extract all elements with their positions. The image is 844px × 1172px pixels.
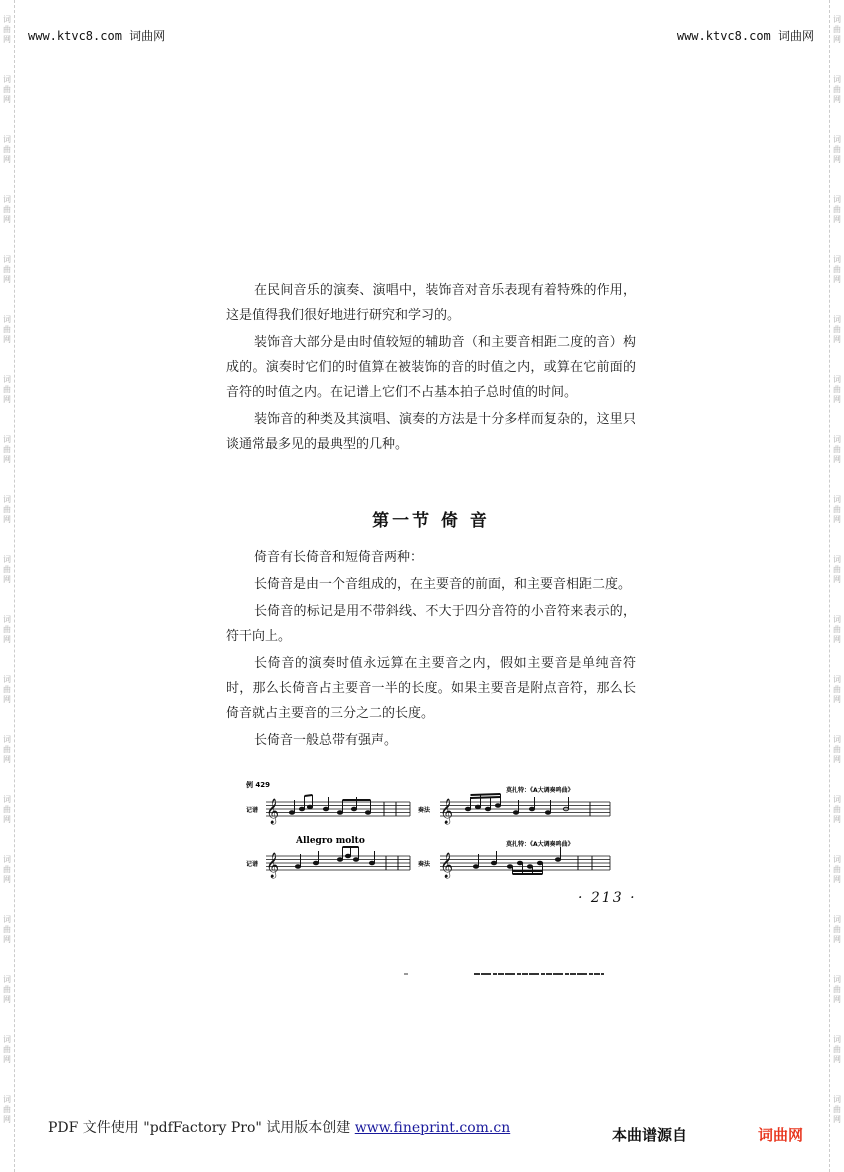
- side-watermark-char: 曲: [3, 505, 11, 514]
- svg-text:𝄞: 𝄞: [440, 853, 454, 878]
- side-watermark-char: 词: [833, 555, 841, 564]
- side-watermark-char: 网: [833, 395, 841, 404]
- performance-label: 奏法: [418, 861, 431, 868]
- side-watermark-char: 词: [3, 15, 11, 24]
- side-watermark-unit: [3, 660, 11, 720]
- side-watermark-unit: [833, 1020, 841, 1080]
- header-site-url-right[interactable]: www.ktvc8.com 词曲网: [676, 29, 814, 43]
- side-watermark-char: 网: [3, 455, 11, 464]
- side-watermark-char: 曲: [833, 985, 841, 994]
- side-watermark-unit: [3, 1020, 11, 1080]
- side-watermark-char: 词: [3, 255, 11, 264]
- side-watermark-char: 词: [833, 315, 841, 324]
- side-watermark-char: 网: [833, 755, 841, 764]
- side-watermark-unit: [833, 300, 841, 360]
- svg-text:𝄞: 𝄞: [440, 799, 454, 824]
- side-watermark-char: 网: [3, 515, 11, 524]
- side-watermark-char: 网: [833, 575, 841, 584]
- side-watermark-char: 网: [3, 635, 11, 644]
- section-paragraph: 长倚音的标记是用不带斜线、不大于四分音符的小音符来表示的，符干向上。: [226, 604, 636, 644]
- side-watermark-char: 网: [833, 35, 841, 44]
- side-watermark-char: 曲: [833, 85, 841, 94]
- side-watermark-char: 词: [3, 735, 11, 744]
- svg-text:𝄞: 𝄞: [266, 853, 280, 878]
- svg-text:𝄞: 𝄞: [266, 799, 280, 824]
- side-watermark-char: 曲: [833, 385, 841, 394]
- side-watermark-char: 曲: [3, 265, 11, 274]
- side-watermark-unit: [833, 360, 841, 420]
- side-watermark-unit: [833, 900, 841, 960]
- side-watermark-char: 网: [833, 155, 841, 164]
- tempo-label: Allegro molto: [296, 836, 365, 846]
- side-watermark-unit: [833, 720, 841, 780]
- side-watermark-char: 网: [3, 935, 11, 944]
- side-watermark-char: 曲: [3, 385, 11, 394]
- side-watermark-char: 词: [3, 915, 11, 924]
- side-watermark-char: 词: [833, 915, 841, 924]
- side-watermark-unit: [3, 600, 11, 660]
- side-watermark-char: 曲: [3, 745, 11, 754]
- side-watermark-char: 曲: [833, 565, 841, 574]
- side-watermark-char: 网: [833, 935, 841, 944]
- section-paragraph: 长倚音一般总带有强声。: [254, 733, 398, 748]
- left-watermark-strip: [0, 0, 15, 1172]
- side-watermark-char: 曲: [3, 805, 11, 814]
- side-watermark-char: 曲: [3, 625, 11, 634]
- side-watermark-char: 网: [833, 215, 841, 224]
- section-paragraph: 倚音有长倚音和短倚音两种：: [254, 550, 424, 565]
- side-watermark-char: 网: [3, 815, 11, 824]
- page-number: · 213 ·: [578, 890, 637, 906]
- side-watermark-unit: [3, 900, 11, 960]
- side-watermark-unit: [833, 540, 841, 600]
- side-watermark-char: 词: [833, 435, 841, 444]
- side-watermark-char: 词: [833, 855, 841, 864]
- side-watermark-unit: [833, 600, 841, 660]
- side-watermark-char: 词: [3, 135, 11, 144]
- side-watermark-unit: [833, 660, 841, 720]
- side-watermark-unit: [3, 420, 11, 480]
- intro-text: [226, 278, 636, 459]
- side-watermark-unit: [833, 1080, 841, 1140]
- side-watermark-unit: [833, 0, 841, 60]
- footer-source-label: 本曲谱源自: [612, 1126, 688, 1144]
- side-watermark-char: 曲: [3, 865, 11, 874]
- side-watermark-char: 词: [3, 555, 11, 564]
- example-label: 例 429: [246, 781, 271, 789]
- side-watermark-char: 网: [833, 455, 841, 464]
- source-label-1: 莫扎特：《A大调奏鸣曲》: [506, 787, 574, 794]
- side-watermark-char: 曲: [3, 145, 11, 154]
- side-watermark-char: 曲: [3, 85, 11, 94]
- pdf-footer-link[interactable]: www.fineprint.com.cn: [354, 1120, 511, 1136]
- side-watermark-unit: [833, 240, 841, 300]
- side-watermark-char: 网: [833, 95, 841, 104]
- side-watermark-char: 网: [833, 1115, 841, 1124]
- side-watermark-unit: [833, 60, 841, 120]
- side-watermark-unit: [3, 840, 11, 900]
- header-site-url-left[interactable]: www.ktvc8.com 词曲网: [28, 29, 166, 43]
- side-watermark-char: 网: [833, 515, 841, 524]
- side-watermark-char: 网: [3, 155, 11, 164]
- side-watermark-char: 曲: [3, 205, 11, 214]
- section-text: [226, 545, 636, 755]
- side-watermark-char: 曲: [833, 265, 841, 274]
- side-watermark-char: 词: [833, 75, 841, 84]
- side-watermark-char: 词: [833, 1095, 841, 1104]
- side-watermark-char: 曲: [3, 1105, 11, 1114]
- side-watermark-char: 网: [833, 1055, 841, 1064]
- section-paragraph: 长倚音的演奏时值永远算在主要音之内，假如主要音是单纯音符时，那么长倚音占主要音一半的长度。如果主要音是附点音符，那么长倚音就占主要音的三分之二的长度。: [226, 656, 636, 721]
- side-watermark-unit: [3, 60, 11, 120]
- side-watermark-char: 曲: [833, 1105, 841, 1114]
- side-watermark-char: 词: [833, 15, 841, 24]
- side-watermark-char: 词: [3, 315, 11, 324]
- side-watermark-unit: [833, 780, 841, 840]
- side-watermark-char: 网: [833, 635, 841, 644]
- side-watermark-char: 曲: [3, 985, 11, 994]
- side-watermark-char: 网: [3, 215, 11, 224]
- side-watermark-char: 词: [3, 1095, 11, 1104]
- side-watermark-char: 词: [833, 675, 841, 684]
- side-watermark-char: 词: [3, 615, 11, 624]
- source-label-2: 莫扎特：《A大调奏鸣曲》: [506, 841, 574, 848]
- side-watermark-char: 词: [3, 855, 11, 864]
- side-watermark-char: 曲: [833, 205, 841, 214]
- side-watermark-char: 词: [3, 1035, 11, 1044]
- side-watermark-char: 网: [3, 95, 11, 104]
- notation-label: 记谱: [246, 807, 259, 814]
- section-title: 第一节 倚 音: [372, 511, 490, 531]
- scan-artifact-line: [404, 972, 604, 976]
- side-watermark-char: 曲: [833, 25, 841, 34]
- side-watermark-char: 网: [3, 275, 11, 284]
- right-watermark-strip: [829, 0, 844, 1172]
- side-watermark-char: 词: [833, 495, 841, 504]
- side-watermark-char: 曲: [833, 325, 841, 334]
- side-watermark-unit: [3, 360, 11, 420]
- side-watermark-char: 词: [833, 615, 841, 624]
- side-watermark-char: 词: [833, 255, 841, 264]
- staff-system-1: [266, 802, 610, 816]
- side-watermark-char: 词: [833, 735, 841, 744]
- side-watermark-char: 词: [833, 135, 841, 144]
- side-watermark-char: 网: [833, 335, 841, 344]
- side-watermark-char: 网: [3, 1115, 11, 1124]
- intro-paragraph: 装饰音的种类及其演唱、演奏的方法是十分多样而复杂的，这里只谈通常最多见的最典型的几种。: [226, 412, 636, 452]
- side-watermark-unit: [833, 480, 841, 540]
- side-watermark-char: 曲: [3, 925, 11, 934]
- pdf-note-text: PDF 文件使用 "pdfFactory Pro" 试用版本创建: [48, 1120, 351, 1136]
- side-watermark-unit: [3, 300, 11, 360]
- side-watermark-unit: [3, 180, 11, 240]
- pdf-footer-note: [48, 1117, 510, 1137]
- side-watermark-char: 词: [833, 1035, 841, 1044]
- side-watermark-char: 词: [3, 495, 11, 504]
- performance-label: 奏法: [418, 807, 431, 814]
- intro-paragraph: 装饰音大部分是由时值较短的辅助音（和主要音相距二度的音）构成的。演奏时它们的时值算在被装饰的音的时值之内，或算在它前面的音符的时值之内。在记谱上它们不占基本拍子总时值的时间。: [226, 335, 636, 400]
- side-watermark-char: 曲: [833, 445, 841, 454]
- side-watermark-unit: [833, 840, 841, 900]
- section-paragraph: 长倚音是由一个音组成的，在主要音的前面，和主要音相距二度。: [254, 577, 632, 592]
- side-watermark-unit: [3, 960, 11, 1020]
- intro-paragraph: 在民间音乐的演奏、演唱中，装饰音对音乐表现有着特殊的作用，这是值得我们很好地进行研究和学习的。: [226, 283, 636, 323]
- side-watermark-char: 曲: [833, 145, 841, 154]
- side-watermark-char: 网: [3, 1055, 11, 1064]
- side-watermark-unit: [3, 1080, 11, 1140]
- notation-label: 记谱: [246, 861, 259, 868]
- side-watermark-char: 曲: [833, 805, 841, 814]
- side-watermark-unit: [833, 120, 841, 180]
- side-watermark-char: 曲: [3, 685, 11, 694]
- side-watermark-char: 网: [3, 755, 11, 764]
- side-watermark-char: 网: [3, 575, 11, 584]
- side-watermark-unit: [3, 120, 11, 180]
- side-watermark-char: 词: [3, 195, 11, 204]
- side-watermark-unit: [3, 0, 11, 60]
- side-watermark-char: 词: [3, 75, 11, 84]
- footer-brand-label[interactable]: 词曲网: [758, 1126, 804, 1144]
- side-watermark-unit: [3, 720, 11, 780]
- side-watermark-unit: [3, 480, 11, 540]
- side-watermark-char: 曲: [833, 685, 841, 694]
- side-watermark-char: 曲: [833, 745, 841, 754]
- side-watermark-char: 词: [3, 435, 11, 444]
- side-watermark-char: 词: [833, 195, 841, 204]
- side-watermark-char: 曲: [833, 865, 841, 874]
- side-watermark-char: 曲: [3, 325, 11, 334]
- side-watermark-char: 网: [833, 275, 841, 284]
- side-watermark-char: 词: [3, 675, 11, 684]
- side-watermark-char: 网: [3, 875, 11, 884]
- side-watermark-unit: [3, 540, 11, 600]
- side-watermark-unit: [833, 420, 841, 480]
- side-watermark-char: 网: [3, 395, 11, 404]
- side-watermark-char: 网: [833, 695, 841, 704]
- side-watermark-char: 曲: [3, 565, 11, 574]
- music-example: [244, 778, 614, 888]
- side-watermark-char: 曲: [3, 445, 11, 454]
- side-watermark-char: 词: [3, 975, 11, 984]
- side-watermark-char: 网: [3, 35, 11, 44]
- side-watermark-char: 曲: [833, 625, 841, 634]
- side-watermark-unit: [833, 180, 841, 240]
- side-watermark-unit: [833, 960, 841, 1020]
- side-watermark-char: 网: [3, 695, 11, 704]
- side-watermark-char: 网: [833, 875, 841, 884]
- side-watermark-char: 曲: [833, 1045, 841, 1054]
- side-watermark-char: 词: [3, 375, 11, 384]
- side-watermark-char: 曲: [833, 925, 841, 934]
- side-watermark-char: 词: [833, 375, 841, 384]
- side-watermark-unit: [3, 240, 11, 300]
- side-watermark-char: 曲: [3, 1045, 11, 1054]
- side-watermark-char: 网: [833, 995, 841, 1004]
- side-watermark-char: 词: [3, 795, 11, 804]
- side-watermark-char: 网: [833, 815, 841, 824]
- side-watermark-unit: [3, 780, 11, 840]
- side-watermark-char: 曲: [833, 505, 841, 514]
- side-watermark-char: 词: [833, 795, 841, 804]
- side-watermark-char: 曲: [3, 25, 11, 34]
- side-watermark-char: 网: [3, 995, 11, 1004]
- side-watermark-char: 网: [3, 335, 11, 344]
- side-watermark-char: 词: [833, 975, 841, 984]
